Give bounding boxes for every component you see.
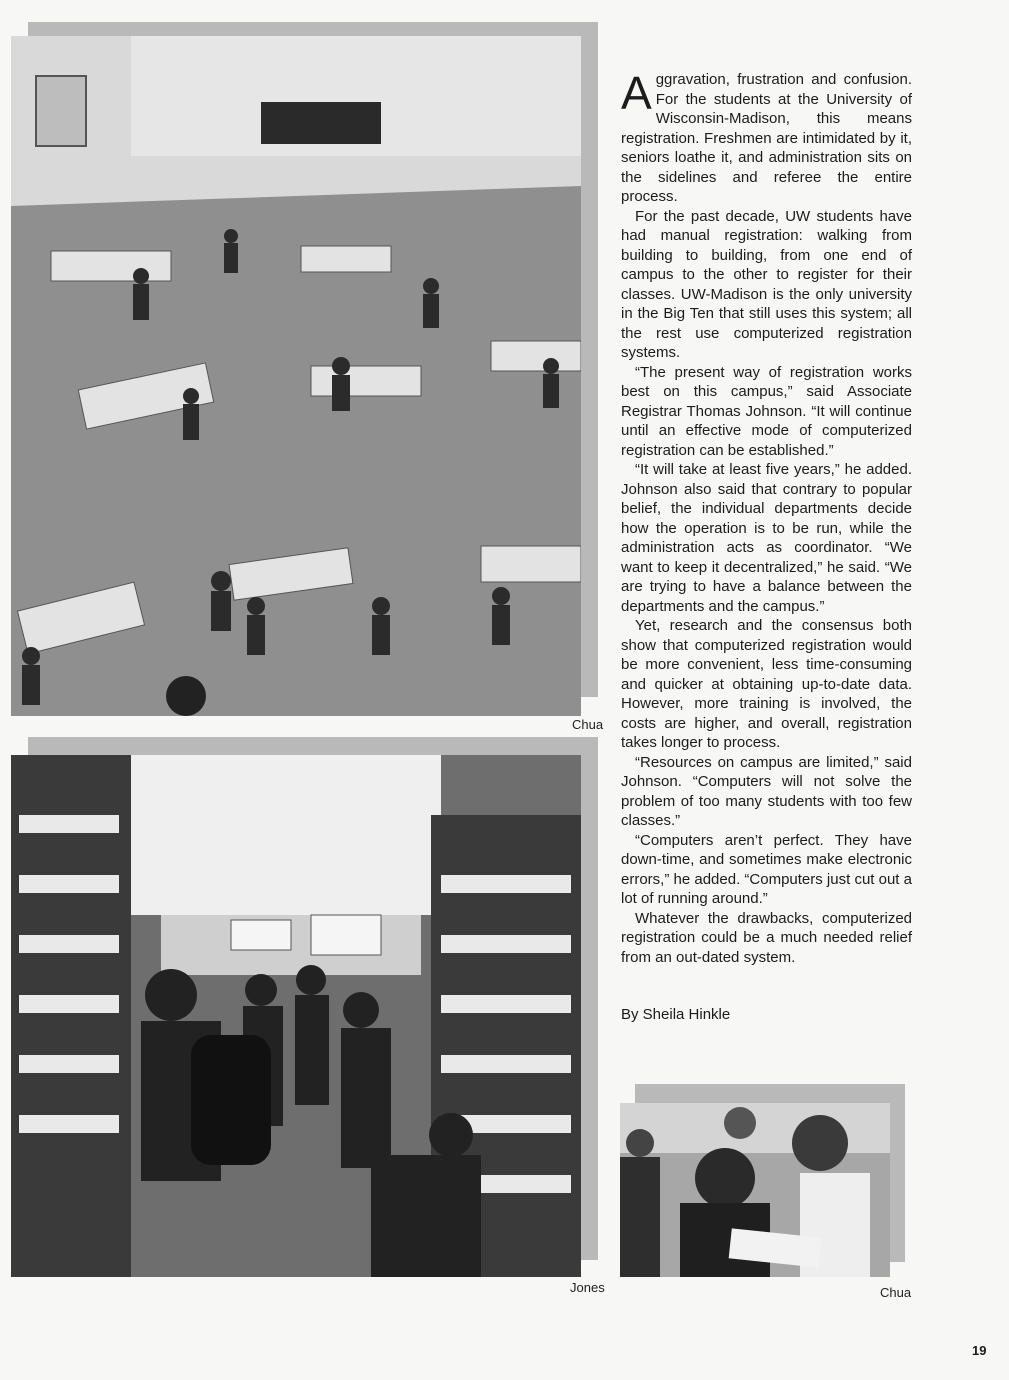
drop-cap: A (621, 67, 652, 119)
top-photo-credit: Chua (572, 717, 604, 732)
small-photo-credit: Chua (880, 1285, 912, 1300)
article-paragraph: “Resources on campus are limited,” said Johnson. “Computers will not solve the problem of too many students with too few classes.” (621, 753, 912, 829)
bookstore-aisle-photo (11, 755, 581, 1277)
article-paragraph: “It will take at least five years,” he added. Johnson also said that contrary to popular belief, the individual departments decide how the operation is to be run, while the administration acts as coordinator. “We want to keep it decentralized,” he said. “We are trying to have a balance between the departments and the campus.” (621, 461, 912, 615)
page-number: 19 (972, 1343, 987, 1358)
article-paragraph: Yet, research and the consensus both show that computerized registration would be more convenient, less time-consuming and quicker at obtaining up-to-date data. However, more training is involved, the costs are higher, and overall, registration takes longer to process. (621, 617, 912, 751)
byline: By Sheila Hinkle (621, 1006, 731, 1023)
students-forms-photo (620, 1103, 890, 1277)
article-paragraph: Whatever the drawbacks, computerized registration could be a much needed relief from an out-dated system. (621, 909, 912, 966)
article-paragraph: For the past decade, UW students have had manual registration: walking from building to building, from one end of campus to the other to register for their classes. UW-Madison is the only university in the Big Ten that still uses this system; all the rest use computerized registration systems. (621, 207, 912, 361)
article-paragraph: “Computers aren’t perfect. They have down-time, and sometimes make electronic errors,” he added. “Computers just cut out a lot of running around.” (621, 831, 912, 907)
registration-gym-photo (11, 36, 581, 716)
article-paragraph: “The present way of registration works best on this campus,” said Associate Registrar Thomas Johnson. “It will continue until an effective mode of computerized registration can be established.” (621, 363, 912, 459)
article-paragraph: Aggravation, frustration and confusion. For the students at the University of Wisconsin-Madison, this means registration. Freshmen are intimidated by it, seniors loathe it, and administration sits on the sidelines and referee the entire process. (621, 67, 912, 205)
article-body (621, 67, 912, 967)
bottom-photo-credit: Jones (570, 1280, 605, 1295)
